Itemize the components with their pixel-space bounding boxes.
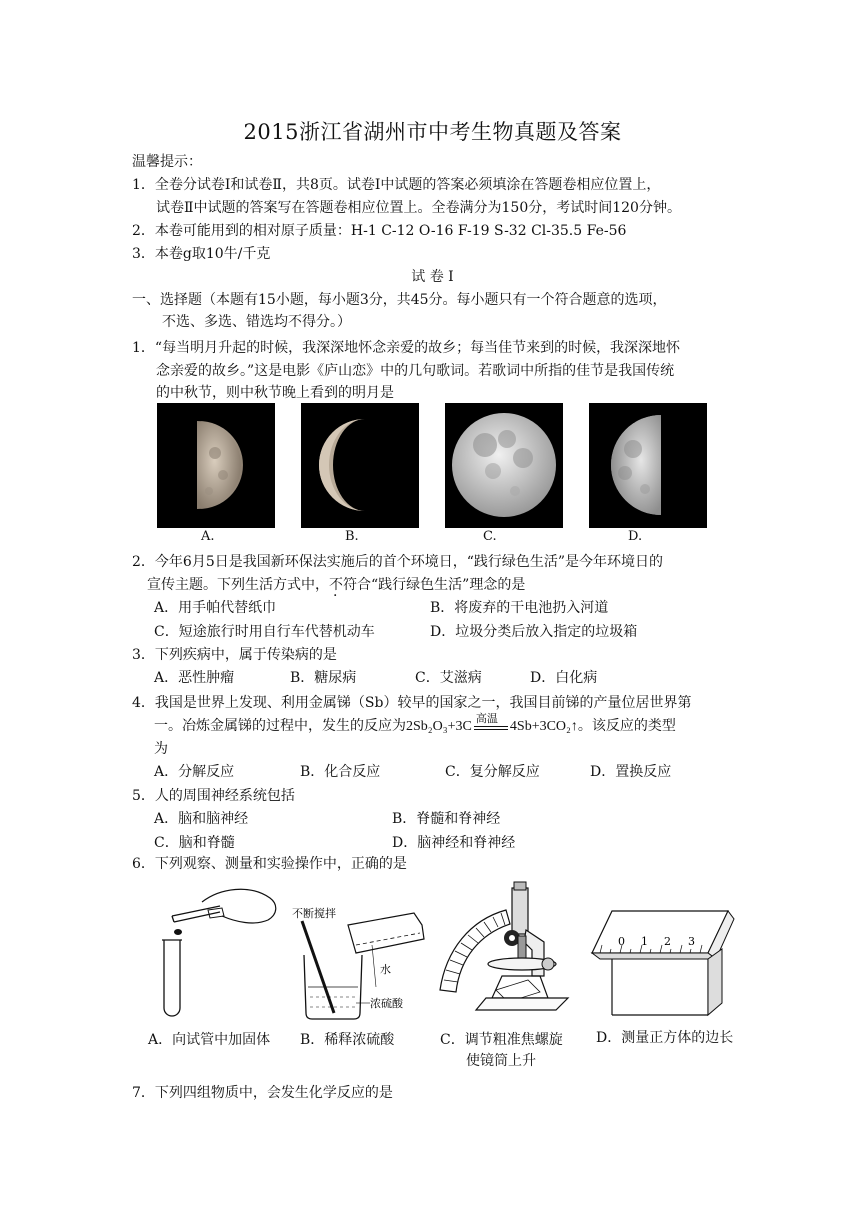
q2-line-2a: 宣传主题。下列生活方式中， [147, 577, 329, 593]
q4-option-c: C．复分解反应 [445, 764, 540, 780]
moon-image-b [301, 403, 419, 528]
q5-stem: 5．人的周围神经系统包括 [132, 788, 295, 804]
tips-line-4: 3．本卷g取10牛/千克 [132, 246, 271, 262]
section-line-2: 不选、多选、错选均不得分。） [162, 314, 351, 330]
moon-image-c [445, 403, 563, 528]
fig-b-label-acid: 浓硫酸 [370, 997, 403, 1010]
q2-emphasis-not: 不 [329, 577, 343, 593]
moon-image-a [157, 403, 275, 528]
q6-stem: 6．下列观察、测量和实验操作中，正确的是 [132, 856, 407, 872]
tips-line-3: 2．本卷可能用到的相对原子质量：H-1 C-12 O-16 F-19 S-32 Cl-35.5 Fe-56 [132, 223, 627, 239]
moon-label-b: B. [345, 529, 359, 544]
q5-option-b: B．脊髓和脊神经 [392, 811, 501, 827]
q2-option-b: B．将废弃的干电池扔入河道 [430, 600, 609, 616]
ruler-tick-0: 0 [618, 935, 625, 948]
q5-option-d: D．脑神经和脊神经 [392, 835, 516, 851]
figure-a-test-tube [150, 880, 285, 1020]
q2-option-d: D．垃圾分类后放入指定的垃圾箱 [430, 624, 638, 640]
fig-caption-d: D．测量正方体的边长 [596, 1030, 734, 1046]
moon-image-d [589, 403, 707, 528]
fig-caption-b: B．稀释浓硫酸 [300, 1032, 395, 1048]
q4-option-b: B．化合反应 [300, 764, 381, 780]
q4-line-3: 为 [154, 741, 168, 757]
q4-option-a: A．分解反应 [154, 764, 235, 780]
moon-label-a: A. [201, 529, 215, 544]
q4-option-d: D．置换反应 [590, 764, 672, 780]
fig-b-label-stir: 不断搅拌 [292, 907, 336, 920]
q2-option-c: C．短途旅行时用自行车代替机动车 [154, 624, 375, 640]
q7-stem: 7．下列四组物质中，会发生化学反应的是 [132, 1085, 393, 1101]
figure-b-dilute-acid [292, 895, 432, 1025]
fig-caption-c-2: 使镜筒上升 [466, 1053, 536, 1069]
figure-d-ruler-cube [588, 905, 743, 1020]
q1-line-2: 念亲爱的故乡。”这是电影《庐山恋》中的几句歌词。若歌词中所指的佳节是我国传统 [156, 363, 675, 379]
ruler-tick-2: 2 [664, 935, 671, 948]
tips-line-1: 1．全卷分试卷Ⅰ和试卷Ⅱ，共8页。试卷Ⅰ中试题的答案必须填涂在答题卷相应位置上， [132, 177, 661, 193]
tips-heading: 温馨提示： [132, 154, 202, 170]
q2-line-2 [147, 575, 525, 595]
moon-label-c: C. [483, 529, 497, 544]
q3-option-c: C．艾滋病 [415, 670, 482, 686]
fig-caption-a: A．向试管中加固体 [148, 1032, 271, 1048]
section-line-1: 一、选择题（本题有15小题，每小题3分，共45分。每小题只有一个符合题意的选项， [132, 292, 667, 308]
q2-line-1: 2．今年6月5日是我国新环保法实施后的首个环境日，“践行绿色生活”是今年环境日的 [132, 554, 664, 570]
ruler-tick-3: 3 [688, 935, 695, 948]
q4-line-2a: 一。冶炼金属锑的过程中，发生的反应为 [154, 718, 406, 734]
q2-line-2c: 符合“践行绿色生活”理念的是 [343, 577, 526, 593]
q3-stem: 3．下列疾病中，属于传染病的是 [132, 647, 337, 663]
q3-option-a: A．恶性肿瘤 [154, 670, 235, 686]
q3-option-b: B．糖尿病 [290, 670, 357, 686]
figure-c-microscope [436, 880, 576, 1020]
paper-title: 试 卷 I [411, 269, 454, 285]
chem-eq-condition: 高温 [475, 712, 498, 725]
q2-option-a: A．用手帕代替纸巾 [154, 600, 277, 616]
ruler-tick-1: 1 [641, 935, 648, 948]
chem-eq-right: 4Sb+3CO₂↑ [509, 719, 578, 734]
q4-line-2 [154, 712, 676, 737]
q1-line-1: 1．“每当明月升起的时候，我深深地怀念亲爱的故乡；每当佳节来到的时候，我深深地怀 [132, 340, 681, 356]
fig-caption-c-1: C．调节粗准焦螺旋 [440, 1032, 563, 1048]
chem-eq-arrow [472, 712, 510, 736]
q5-option-a: A．脑和脑神经 [154, 811, 249, 827]
fig-b-label-water: 水 [380, 963, 391, 976]
q5-option-c: C．脑和脊髓 [154, 835, 235, 851]
chem-eq-left: 2Sb₂O₃+3C [406, 719, 472, 734]
tips-line-2: 试卷Ⅱ中试题的答案写在答题卷相应位置上。全卷满分为150分，考试时间120分钟。 [156, 200, 681, 216]
q1-line-3: 的中秋节，则中秋节晚上看到的明月是 [156, 385, 394, 401]
q3-option-d: D．白化病 [530, 670, 598, 686]
moon-label-d: D. [628, 529, 643, 544]
q4-line-1: 4．我国是世界上发现、利用金属锑（Sb）较早的国家之一，我国目前锑的产量位居世界第 [132, 695, 692, 711]
page-title: 2015浙江省湖州市中考生物真题及答案 [243, 120, 622, 144]
q4-line-2b: 。该反应的类型 [577, 718, 676, 734]
